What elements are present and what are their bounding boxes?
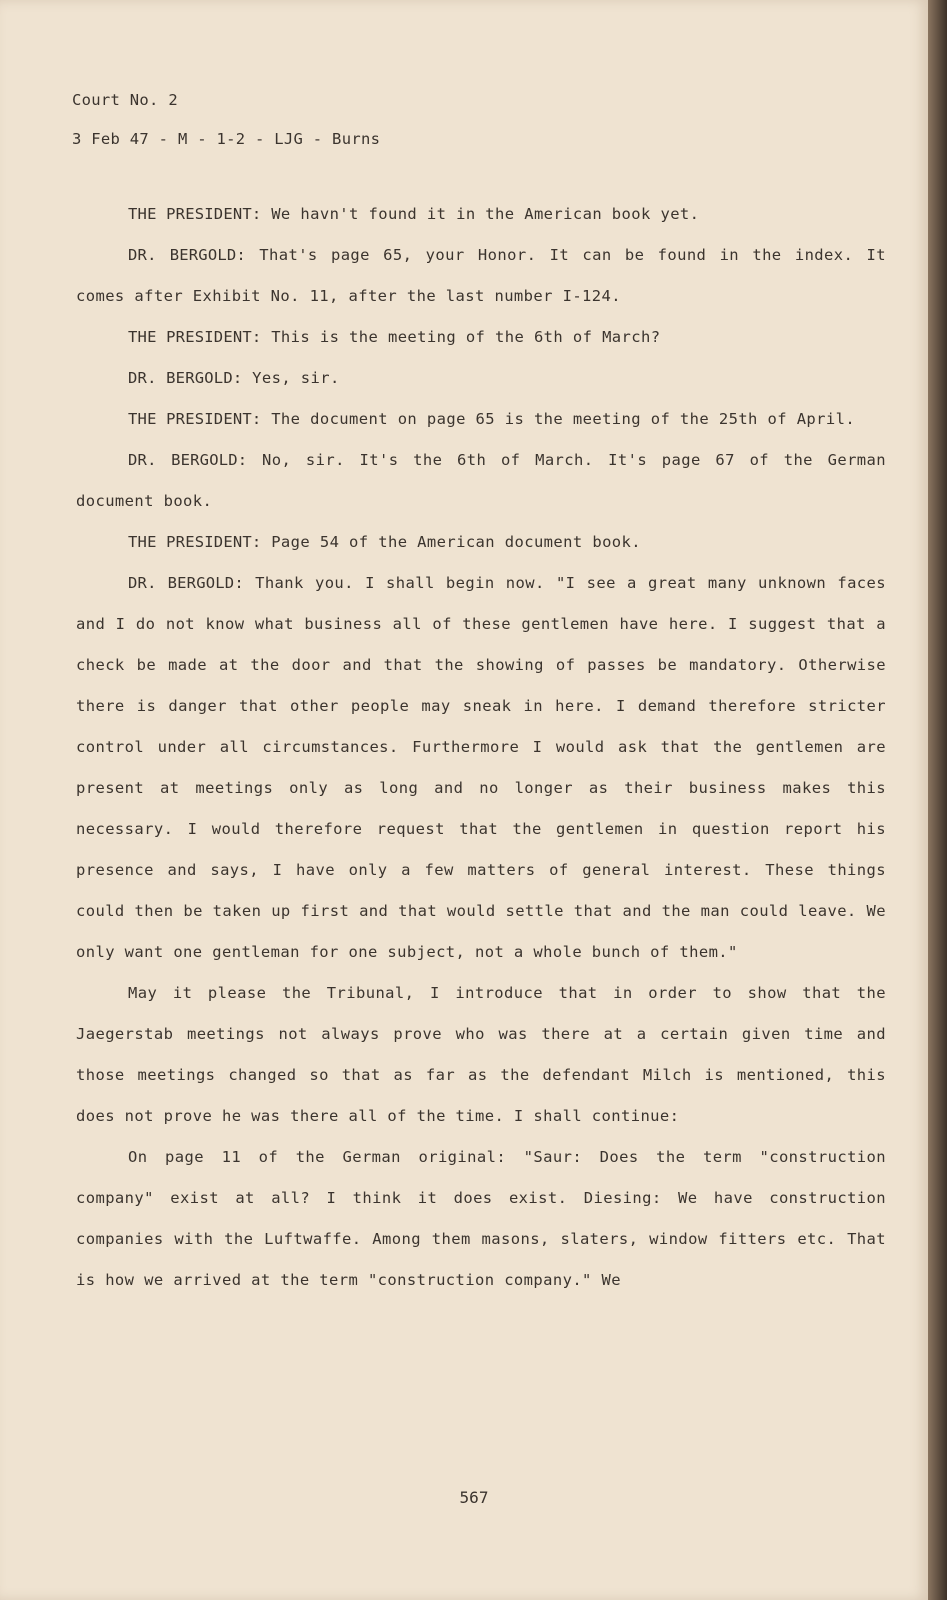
page-edge bbox=[928, 0, 947, 1600]
paragraph bbox=[76, 194, 886, 235]
session-header: 3 Feb 47 - M - 1-2 - LJG - Burns bbox=[72, 130, 381, 148]
paragraph bbox=[76, 440, 886, 522]
paragraph-text: Thank you. I shall begin now. "I see a great many unknown faces and I do not know what business all of these gentlemen have here. I suggest that a check be made at the door and that the showing of passes be mandatory. Otherwise there is danger that other people may sneak in here. I demand therefore stricter control under all circumstances. Furthermore I would ask that the gentlemen are present at meetings only as long and no longer as their business makes this necessary. I would therefore request that the gentlemen in question report his presence and says, I have only a few matters of general interest. These things could then be taken up first and that would settle that and the man could leave. We only want one gentleman for one subject, not a whole bunch of them." bbox=[76, 574, 886, 961]
paragraph-text: Yes, sir. bbox=[252, 369, 340, 387]
paragraph bbox=[76, 973, 886, 1137]
paragraph bbox=[76, 522, 886, 563]
paragraph-text: The document on page 65 is the meeting of the 25th of April. bbox=[271, 410, 856, 428]
paragraph-text: No, sir. It's the 6th of March. It's page 67 of the German document book. bbox=[76, 451, 886, 510]
paragraph-text: Page 54 of the American document book. bbox=[271, 533, 641, 551]
paragraph-text: That's page 65, your Honor. It can be found in the index. It comes after Exhibit No. 11, after the last number I-124. bbox=[76, 246, 886, 305]
speaker-label: DR. BERGOLD: bbox=[128, 369, 243, 387]
paragraph bbox=[76, 563, 886, 973]
paragraph bbox=[76, 235, 886, 317]
speaker-label: THE PRESIDENT: bbox=[128, 410, 262, 428]
speaker-label: DR. BERGOLD: bbox=[128, 246, 246, 264]
paragraph bbox=[76, 317, 886, 358]
page-number: 567 bbox=[459, 1488, 489, 1507]
paragraph-text: This is the meeting of the 6th of March? bbox=[271, 328, 661, 346]
speaker-label: THE PRESIDENT: bbox=[128, 533, 262, 551]
paragraph-text: We havn't found it in the American book yet. bbox=[271, 205, 700, 223]
paragraph bbox=[76, 1137, 886, 1301]
speaker-label: THE PRESIDENT: bbox=[128, 205, 262, 223]
paragraph-text: May it please the Tribunal, I introduce that in order to show that the Jaegerstab meetings not always prove who was there at a certain given time and those meetings changed so that as far as the defendant Milch is mentioned, this does not prove he was there all of the time. I shall continue: bbox=[76, 984, 886, 1125]
speaker-label: DR. BERGOLD: bbox=[128, 574, 244, 592]
court-header: Court No. 2 bbox=[72, 91, 178, 109]
paragraph-text: On page 11 of the German original: "Saur: Does the term "construction company" exist at all? I think it does exist. Diesing: We have construction companies with the Luftwaffe. Among them masons, slaters, window fitters etc. That is how we arrived at the term "construction company." We bbox=[76, 1148, 886, 1289]
speaker-label: DR. BERGOLD: bbox=[128, 451, 248, 469]
paragraph bbox=[76, 399, 886, 440]
transcript-body bbox=[76, 194, 886, 1301]
speaker-label: THE PRESIDENT: bbox=[128, 328, 262, 346]
paragraph bbox=[76, 358, 886, 399]
